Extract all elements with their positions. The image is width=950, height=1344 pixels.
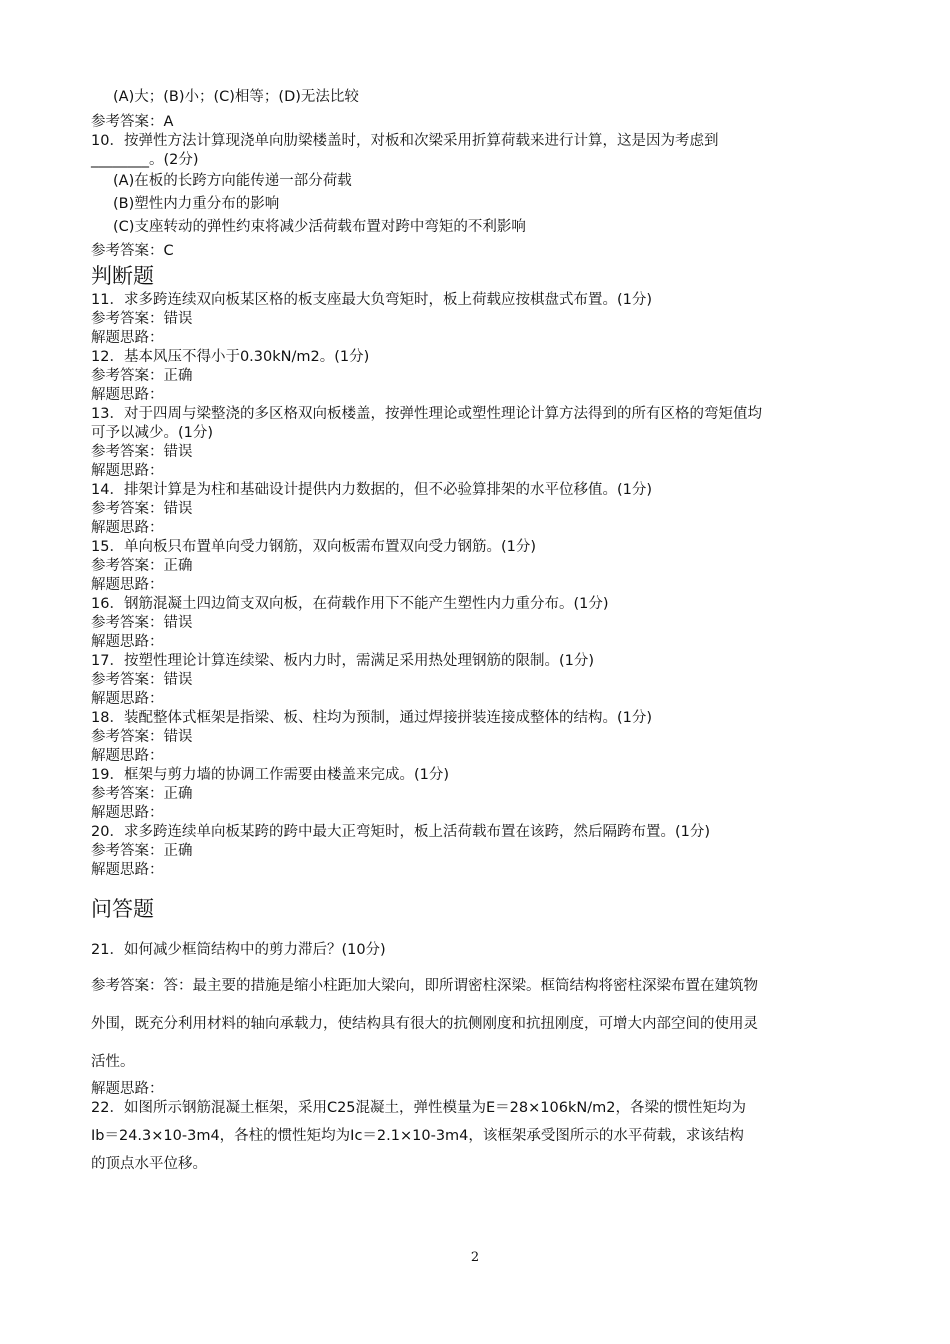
document-page (91, 86, 866, 1174)
q10-answer: 参考答案：C (91, 243, 174, 259)
q14-answer: 参考答案：错误 (91, 501, 193, 517)
q19-answer: 参考答案：正确 (91, 786, 193, 802)
q12-hint: 解题思路： (91, 387, 164, 403)
q14-hint: 解题思路： (91, 520, 164, 536)
q12-answer: 参考答案：正确 (91, 368, 193, 384)
q9-answer: 参考答案：A (91, 114, 174, 130)
q13-question-cont: 可予以减少。(1分) (91, 425, 214, 441)
q9-options: (A)大；(B)小；(C)相等；(D)无法比较 (113, 89, 359, 105)
q21-answer-line2: 外围，既充分利用材料的轴向承载力，使结构具有很大的抗侧刚度和抗扭刚度，可增大内部空间的使用灵 (91, 1016, 758, 1032)
q11-question: 11．求多跨连续双向板某区格的板支座最大负弯矩时，板上荷载应按棋盘式布置。(1分) (91, 292, 652, 308)
q15-hint: 解题思路： (91, 577, 164, 593)
q10-option-c: (C)支座转动的弹性约束将减少活荷载布置对跨中弯矩的不利影响 (113, 219, 526, 235)
q16-hint: 解题思路： (91, 634, 164, 650)
q20-hint: 解题思路： (91, 862, 164, 878)
q16-answer: 参考答案：错误 (91, 615, 193, 631)
q11-answer: 参考答案：错误 (91, 311, 193, 327)
q19-hint: 解题思路： (91, 805, 164, 821)
q17-question: 17．按塑性理论计算连续梁、板内力时，需满足采用热处理钢筋的限制。(1分) (91, 653, 594, 669)
q22-line3: 的顶点水平位移。 (91, 1156, 207, 1172)
q20-question: 20．求多跨连续单向板某跨的跨中最大正弯矩时，板上活荷载布置在该跨，然后隔跨布置。(1分) (91, 824, 710, 840)
q13-question: 13．对于四周与梁整浇的多区格双向板楼盖，按弹性理论或塑性理论计算方法得到的所有区格的弯矩值均 (91, 406, 762, 422)
q15-answer: 参考答案：正确 (91, 558, 193, 574)
q22-line2: Ib＝24.3×10-3m4，各柱的惯性矩均为Ic＝2.1×10-3m4，该框架承受图所示的水平荷载，求该结构 (91, 1128, 744, 1144)
q21-hint: 解题思路： (91, 1081, 164, 1097)
q21-answer-line3: 活性。 (91, 1054, 135, 1070)
q18-question: 18．装配整体式框架是指梁、板、柱均为预制，通过焊接拼装连接成整体的结构。(1分) (91, 710, 652, 726)
q19-question: 19．框架与剪力墙的协调工作需要由楼盖来完成。(1分) (91, 767, 449, 783)
q11-hint: 解题思路： (91, 330, 164, 346)
section-title-qa: 问答题 (91, 897, 154, 921)
q17-answer: 参考答案：错误 (91, 672, 193, 688)
section-title-judge: 判断题 (91, 264, 154, 288)
judge-list (91, 291, 866, 880)
q15-question: 15．单向板只布置单向受力钢筋，双向板需布置双向受力钢筋。(1分) (91, 539, 536, 555)
q21-question: 21．如何减少框筒结构中的剪力滞后？(10分) (91, 942, 386, 958)
q18-answer: 参考答案：错误 (91, 729, 193, 745)
q20-answer: 参考答案：正确 (91, 843, 193, 859)
q13-answer: 参考答案：错误 (91, 444, 193, 460)
q21-answer-line1: 参考答案：答：最主要的措施是缩小柱距加大梁向，即所谓密柱深梁。框筒结构将密柱深梁布置在建筑物 (91, 978, 758, 994)
q10-option-a: (A)在板的长跨方向能传递一部分荷载 (113, 173, 352, 189)
q13-hint: 解题思路： (91, 463, 164, 479)
q10-question-line2: ________。(2分) (91, 152, 199, 168)
q17-hint: 解题思路： (91, 691, 164, 707)
q12-question: 12．基本风压不得小于0.30kN/m2。(1分) (91, 349, 370, 365)
page-number: 2 (470, 1250, 480, 1265)
q10-question-line1: 10．按弹性方法计算现浇单向肋梁楼盖时，对板和次梁采用折算荷载来进行计算，这是因为考虑到 (91, 133, 719, 149)
q16-question: 16．钢筋混凝土四边简支双向板，在荷载作用下不能产生塑性内力重分布。(1分) (91, 596, 609, 612)
q10-option-b: (B)塑性内力重分布的影响 (113, 196, 280, 212)
q14-question: 14．排架计算是为柱和基础设计提供内力数据的，但不必验算排架的水平位移值。(1分) (91, 482, 652, 498)
q22-line1: 22．如图所示钢筋混凝土框架，采用C25混凝土，弹性模量为E＝28×106kN/m2，各梁的惯性矩均为 (91, 1100, 746, 1116)
q18-hint: 解题思路： (91, 748, 164, 764)
